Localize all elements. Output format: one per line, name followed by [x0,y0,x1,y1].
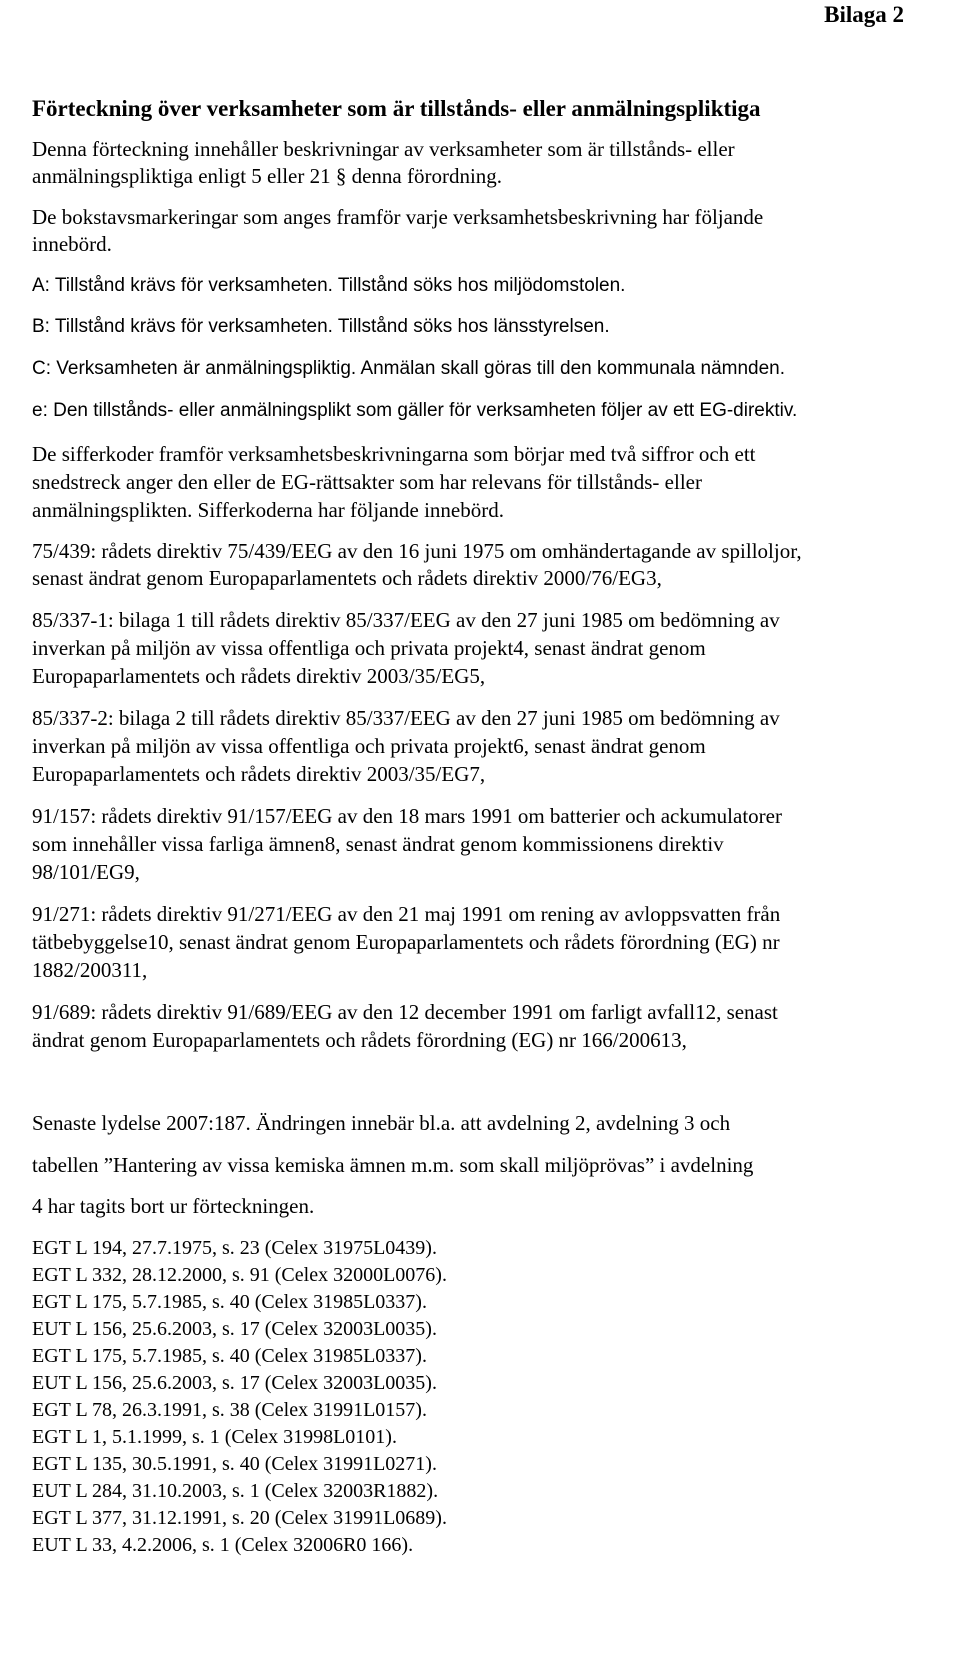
directive-line: som innehåller vissa farliga ämnen8, senast ändrat genom kommissionens direktiv [32,832,724,856]
amendment-note-line: Senaste lydelse 2007:187. Ändringen innebär bl.a. att avdelning 2, avdelning 3 och [32,1111,731,1135]
footnote: EUT L 284, 31.10.2003, s. 1 (Celex 32003R1882). [32,1480,439,1502]
footnote: EGT L 78, 26.3.1991, s. 38 (Celex 31991L0157). [32,1399,427,1421]
directive-line: inverkan på miljön av vissa offentliga och privata projekt6, senast ändrat genom [32,734,706,758]
amendment-note-line: tabellen ”Hantering av vissa kemiska ämnen m.m. som skall miljöprövas” i avdelning [32,1153,754,1177]
directive-line: 75/439: rådets direktiv 75/439/EEG av den 16 juni 1975 om omhändertagande av spilloljor, [32,539,802,563]
directive-line: inverkan på miljön av vissa offentliga och privata projekt4, senast ändrat genom [32,636,706,660]
document-title: Förteckning över verksamheter som är tillstånds- eller anmälningspliktiga [32,96,761,121]
directive-line: Europaparlamentets och rådets direktiv 2003/35/EG5, [32,664,486,688]
amendment-note-line: 4 har tagits bort ur förteckningen. [32,1194,315,1218]
intro-line: Denna förteckning innehåller beskrivningar av verksamheter som är tillstånds- eller [32,137,735,161]
footnote: EGT L 194, 27.7.1975, s. 23 (Celex 31975L0439). [32,1237,437,1259]
letters-intro-line: innebörd. [32,232,112,256]
letter-code-a: A: Tillstånd krävs för verksamheten. Tillstånd söks hos miljödomstolen. [32,275,626,296]
digits-intro-line: anmälningsplikten. Sifferkoderna har följande innebörd. [32,498,504,522]
letter-code-b: B: Tillstånd krävs för verksamheten. Tillstånd söks hos länsstyrelsen. [32,316,610,337]
footnote: EUT L 156, 25.6.2003, s. 17 (Celex 32003L0035). [32,1318,437,1340]
letters-intro-line: De bokstavsmarkeringar som anges framför varje verksamhetsbeskrivning har följande [32,205,764,229]
footnote: EGT L 377, 31.12.1991, s. 20 (Celex 31991L0689). [32,1507,447,1529]
footnote: EGT L 135, 30.5.1991, s. 40 (Celex 31991L0271). [32,1453,437,1475]
directive-line: tätbebyggelse10, senast ändrat genom Europaparlamentets och rådets förordning (EG) nr [32,930,780,954]
directive-line: 85/337-2: bilaga 2 till rådets direktiv 85/337/EEG av den 27 juni 1985 om bedömning av [32,706,780,730]
directive-line: 91/157: rådets direktiv 91/157/EEG av den 18 mars 1991 om batterier och ackumulatorer [32,804,782,828]
footnote: EGT L 175, 5.7.1985, s. 40 (Celex 31985L0337). [32,1291,427,1313]
intro-line: anmälningspliktiga enligt 5 eller 21 § denna förordning. [32,164,503,188]
footnote: EUT L 33, 4.2.2006, s. 1 (Celex 32006R0 166). [32,1534,414,1556]
footnote: EGT L 1, 5.1.1999, s. 1 (Celex 31998L0101). [32,1426,397,1448]
digits-intro-line: snedstreck anger den eller de EG-rättsakter som har relevans för tillstånds- eller [32,470,702,494]
digits-intro-line: De sifferkoder framför verksamhetsbeskrivningarna som börjar med två siffror och ett [32,442,756,466]
letter-code-e: e: Den tillstånds- eller anmälningsplikt som gäller för verksamheten följer av ett EG-direktiv. [32,400,798,421]
directive-line: senast ändrat genom Europaparlamentets och rådets direktiv 2000/76/EG3, [32,566,662,590]
footnote: EGT L 332, 28.12.2000, s. 91 (Celex 32000L0076). [32,1264,447,1286]
directive-line: Europaparlamentets och rådets direktiv 2003/35/EG7, [32,762,486,786]
letter-code-c: C: Verksamheten är anmälningspliktig. Anmälan skall göras till den kommunala nämnden. [32,358,786,379]
attachment-label: Bilaga 2 [824,2,904,27]
directive-line: ändrat genom Europaparlamentets och rådets förordning (EG) nr 166/200613, [32,1028,687,1052]
directive-line: 91/689: rådets direktiv 91/689/EEG av den 12 december 1991 om farligt avfall12, senast [32,1000,778,1024]
directive-line: 91/271: rådets direktiv 91/271/EEG av den 21 maj 1991 om rening av avloppsvatten från [32,902,781,926]
directive-line: 85/337-1: bilaga 1 till rådets direktiv 85/337/EEG av den 27 juni 1985 om bedömning av [32,608,780,632]
directive-line: 1882/200311, [32,958,148,982]
footnote: EUT L 156, 25.6.2003, s. 17 (Celex 32003L0035). [32,1372,437,1394]
footnote: EGT L 175, 5.7.1985, s. 40 (Celex 31985L0337). [32,1345,427,1367]
directive-line: 98/101/EG9, [32,860,140,884]
